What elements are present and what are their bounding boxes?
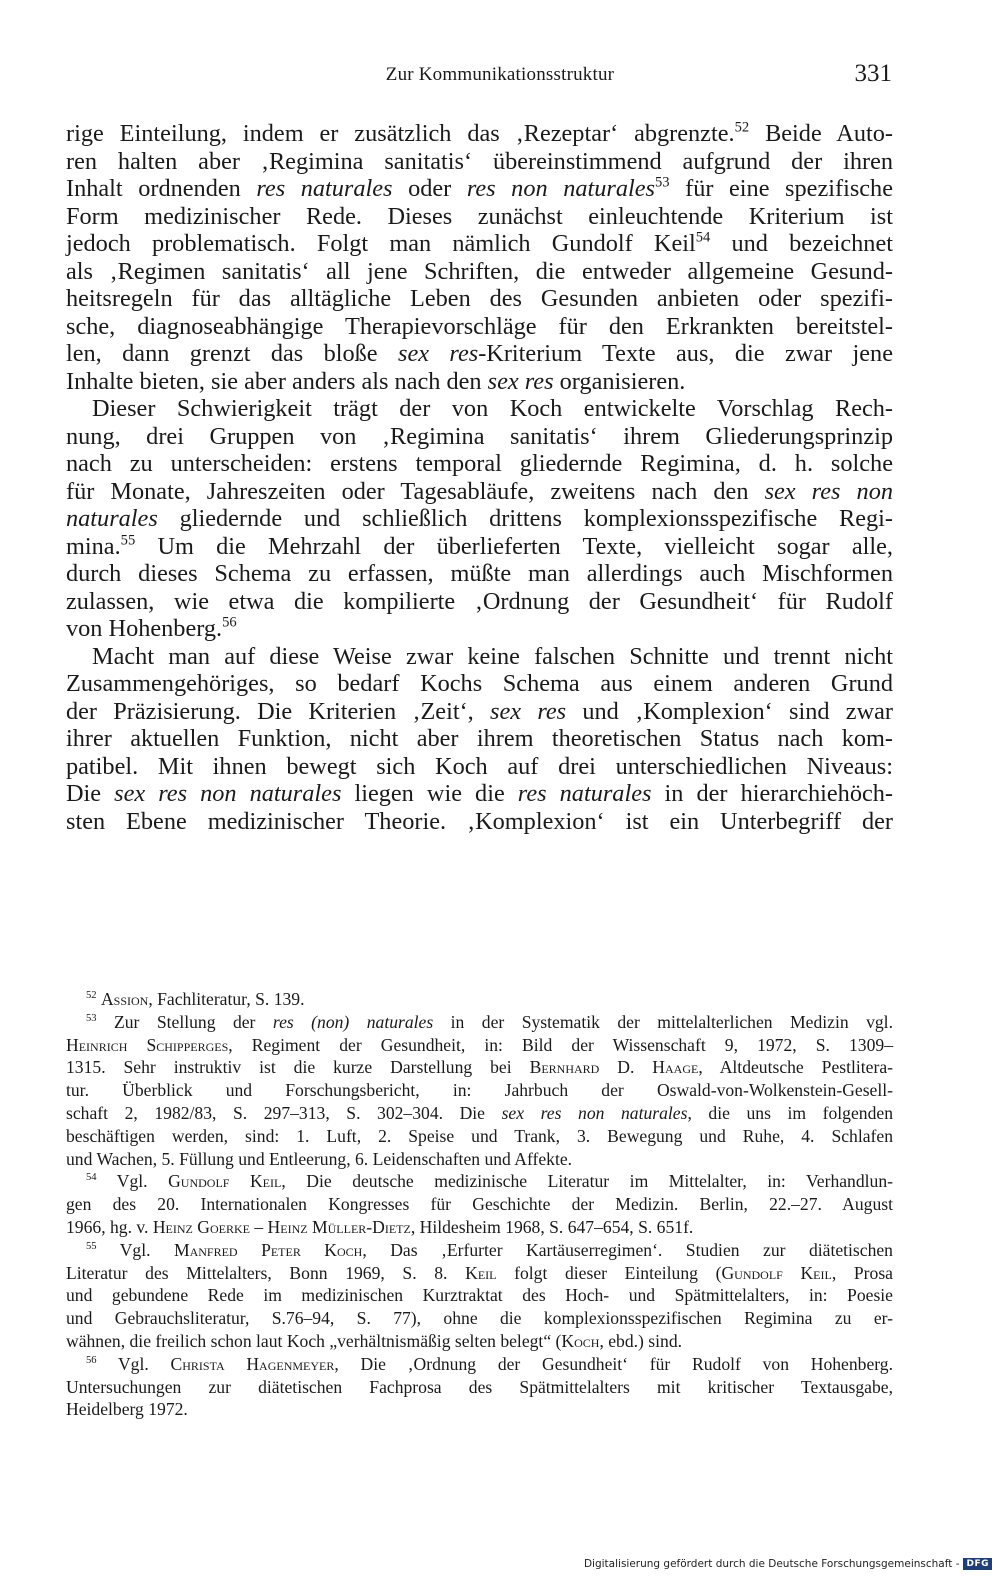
footnote-53: $^{53}$ Zur Stellung der res (non) naturales in der Systematik der mittelalterlichen Medizin vgl. Heinrich Schipperges, Regiment der Gesundheit, in: Bild der Wissenschaft 9, 1972, S. 1309– 1315. Sehr instruktiv ist die kurze Darstellung bei Bernhard D. Haage, Altdeutsche Pestlitera- tur. Überblick und Forschungsbericht, in: Jahrbuch der Oswald-von-Wolkenstein-Gesell- schaft 2, 1982/83, S. 297–313, S. 302–304. Die sex res non naturales, die uns im folgenden beschäftigen werden, sind: 1. Luft, 2. Speise und Trank, 3. Bewegung und Ruhe, 4. Schlafen und Wachen, 5. Füllung und Entleerung, 6. Leidenschaften und Affekte. xyxy=(66,1011,894,1169)
footnote-52: $^{52}$ Assion, Fachliteratur, S. 139. xyxy=(86,989,305,1009)
footnotes xyxy=(66,988,893,1421)
text-line: durch dieses Schema zu erfassen, müßte man allerdings auch Mischformen xyxy=(66,560,893,587)
page-number: 331 xyxy=(854,60,892,87)
main-text xyxy=(66,120,893,835)
text-line: zulassen, wie etwa die kompilierte ‚Ordnung der Gesundheit‘ für Rudolf xyxy=(66,587,893,615)
footnote-number: 55 xyxy=(86,1240,97,1252)
text-line: mina.$^{55}$ Um die Mehrzahl der überlieferten Texte, vielleicht sogar alle, xyxy=(66,532,893,560)
text-line: Inhalt ordnenden res naturales oder res non naturales$^{53}$ für eine spezifische xyxy=(66,174,893,202)
text-line: Macht man auf diese Weise zwar keine falschen Schnitte und trennt nicht xyxy=(92,642,893,670)
text-line: Form medizinischer Rede. Dieses zunächst einleuchtende Kriterium ist xyxy=(66,202,893,230)
text-line: ren halten aber ‚Regimina sanitatis‘ übereinstimmend aufgrund der ihren xyxy=(66,147,893,175)
running-header: Zur Kommunikationsstruktur xyxy=(385,64,615,85)
text-line: Dieser Schwierigkeit trägt der von Koch entwickelte Vorschlag Rech- xyxy=(92,395,893,422)
text-line: von Hohenberg.$^{56}$ xyxy=(66,614,237,642)
text-line: jedoch problematisch. Folgt man nämlich Gundolf Keil$^{54}$ und bezeichnet xyxy=(66,229,893,257)
text-line: als ‚Regimen sanitatis‘ all jene Schriften, die entweder allgemeine Gesund- xyxy=(66,257,893,285)
text-line: nach zu unterscheiden: erstens temporal gliedernde Regimina, d. h. solche xyxy=(66,450,893,477)
footnote-56: $^{56}$ Vgl. Christa Hagenmeyer, Die ‚Ordnung der Gesundheit‘ für Rudolf von Hohenberg. Untersuchungen zur diätetischen Fachprosa des Spätmittelalters mit kritischer Textausgabe, Heidelberg 1972. xyxy=(66,1353,893,1420)
footnote-55: $^{55}$ Vgl. Manfred Peter Koch, Das ‚Erfurter Kartäuserregimen‘. Studien zur diätetischen Literatur des Mittelalters, Bonn 1969, S. 8. Keil folgt dieser Einteilung (Gundolf Keil, Prosa und gebundene Rede im medizinischen Kurztraktat des Hoch- und Spätmittelalters, in: Poesie und Gebrauchsliteratur, S.76–94, S. 77), ohne die komplexionsspezifischen Regimina zu er- wähnen, die freilich schon laut Koch „verhältnismäßig selten belegt“ (Koch, ebd.) sind. xyxy=(66,1239,893,1351)
text-line: Die sex res non naturales liegen wie die res naturales in der hierarchiehöch- xyxy=(66,780,893,807)
text-line: naturales gliedernde und schließlich drittens komplexionsspezifische Regi- xyxy=(66,505,893,532)
text-line: Zusammengehöriges, so bedarf Kochs Schema aus einem anderen Grund xyxy=(66,670,893,697)
footnote-number: 53 xyxy=(86,1012,97,1024)
text-line: sche, diagnoseabhängige Therapievorschläge für den Erkrankten bereitstel- xyxy=(66,312,893,340)
text-line: der Präzisierung. Die Kriterien ‚Zeit‘, sex res und ‚Komplexion‘ sind zwar xyxy=(66,697,893,725)
digitization-notice xyxy=(584,1558,992,1570)
footnote-ref[interactable]: 52 xyxy=(734,119,750,136)
text-line: patibel. Mit ihnen bewegt sich Koch auf drei unterschiedlichen Niveaus: xyxy=(66,752,893,780)
text-line: heitsregeln für das alltägliche Leben des Gesunden anbieten oder spezifi- xyxy=(66,285,893,312)
text-line: sten Ebene medizinischer Theorie. ‚Komplexion‘ ist ein Unterbegriff der xyxy=(66,807,893,835)
footnote-number: 54 xyxy=(86,1172,97,1184)
text-line: Inhalte bieten, sie aber anders als nach den sex res organisieren. xyxy=(66,367,686,395)
footnote-number: 56 xyxy=(86,1354,97,1366)
text-line: len, dann grenzt das bloße sex res-Kriterium Texte aus, die zwar jene xyxy=(66,340,893,367)
text-line: ihrer aktuellen Funktion, nicht aber ihrem theoretischen Status nach kom- xyxy=(66,725,893,752)
text-line: nung, drei Gruppen von ‚Regimina sanitatis‘ ihrem Gliederungsprinzip xyxy=(66,422,893,450)
footnote-54: $^{54}$ Vgl. Gundolf Keil, Die deutsche medizinische Literatur im Mittelalter, in: Verhandlun- gen des 20. Internationalen Kongresses für Geschichte der Medizin. Berlin, 22.–27. August 1966, hg. v. Heinz Goerke – Heinz Müller-Dietz, Hildesheim 1968, S. 647–654, S. 651f. xyxy=(66,1171,893,1237)
footnote-number: 52 xyxy=(86,990,97,1002)
text-line: rige Einteilung, indem er zusätzlich das ‚Rezeptar‘ abgrenzte.$^{52}$ Beide Auto- xyxy=(66,119,893,147)
footnote-ref[interactable]: 55 xyxy=(120,532,136,549)
footnote-ref[interactable]: 54 xyxy=(695,229,711,246)
dfg-logo: DFG xyxy=(963,1558,992,1570)
footnote-ref[interactable]: 53 xyxy=(654,174,670,191)
digitization-text: Digitalisierung gefördert durch die Deutsche Forschungsgemeinschaft - xyxy=(583,1558,960,1570)
text-line: für Monate, Jahreszeiten oder Tagesabläufe, zweitens nach den sex res non xyxy=(66,477,893,505)
footnote-ref[interactable]: 56 xyxy=(222,614,237,631)
